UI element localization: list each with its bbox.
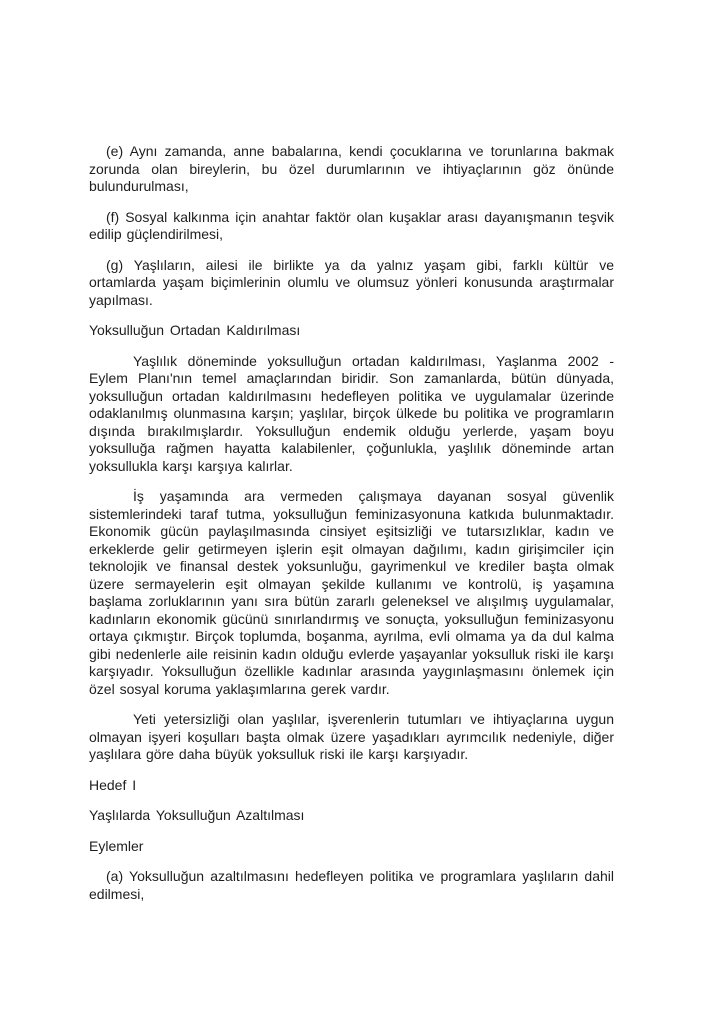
heading-eylemler: Eylemler (89, 837, 144, 854)
list-item-a: (a) Yoksulluğun azaltılmasını hedefleyen politika ve programlara yaşlıların dahil edilmesi, (89, 868, 614, 902)
list-item-f: (f) Sosyal kalkınma için anahtar faktör olan kuşaklar arası dayanışmanın teşvik edilip güçlendirilmesi, (89, 208, 614, 242)
list-item-e: (e) Aynı zamanda, anne babalarına, kendi çocuklarına ve torunlarına bakmak zorunda olan bireylerin, bu özel durumlarının ve ihtiyaçlarının göz önünde bulundurulması, (89, 143, 614, 194)
list-item-g: (g) Yaşlıların, ailesi ile birlikte ya da yalnız yaşam gibi, farklı kültür ve ortamlarda yaşam biçimlerinin olumlu ve olumsuz yönleri konusunda araştırmalar yapılması. (89, 256, 614, 308)
paragraph-poverty-overview: Yaşlılık döneminde yoksulluğun ortadan kaldırılması, Yaşlanma 2002 - Eylem Planı'nın temel amaçlarından biridir. Son zamanlarda, bütün dünyada, yoksulluğun ortadan kaldırılmasını hedefleyen politika ve uygulamalar üzerinde odaklanılmış olunmasına karşın; yaşlılar, birçok ülkede bu politika ve programların dışında bırakılmışlardır. Yoksulluğun endemik olduğu yerlerde, yaşam boyu yoksulluğa rağmen hayatta kalabilenler, çoğunlukla, yaşlılık döneminde artan yoksullukla karşı karşıya kalırlar. (89, 352, 614, 474)
paragraph-feminization-of-poverty: İş yaşamında ara vermeden çalışmaya dayanan sosyal güvenlik sistemlerindeki taraf tutma, yoksulluğun feminizasyonuna katkıda bulunmaktadır. Ekonomik gücün paylaşılmasında cinsiyet eşitsizliği ve tutarsızlıklar, kadın ve erkeklerde gelir getirmeyen işlerin eşit olmayan dağılımı, kadın girişimciler için teknolojik ve finansal destek yoksunluğu, gayrimenkul ve krediler başta olmak üzere sermayelerin eşit olmayan şekilde kullanımı ve kontrolü, iş yaşamına başlama zorluklarının yanı sıra bütün zararlı geleneksel ve alışılmış uygulamalar, kadınların ekonomik gücünü sınırlandırmış ve sonuçta, yoksulluğun feminizasyonu ortaya çıkmıştır. Birçok toplumda, boşanma, ayrılma, evli olmama ya da dul kalma gibi nedenlerle aile reisinin kadın olduğu evlerde yaşayanlar yoksulluk riski ile karşı karşıyadır. Yoksulluğun özellikle kadınlar arasında yaygınlaşmasını önlemek için özel sosyal koruma yaklaşımlarına gerek vardır. (89, 488, 614, 697)
paragraph-disability-poverty-risk: Yeti yetersizliği olan yaşlılar, işverenlerin tutumları ve ihtiyaçlarına uygun olmayan işyeri koşulları başta olmak üzere yaşadıkları ayrımcılık nedeniyle, diğer yaşlılara göre daha büyük yoksulluk riski ile karşı karşıyadır. (89, 711, 614, 762)
heading-target-title: Yaşlılarda Yoksulluğun Azaltılması (89, 807, 305, 823)
section-heading-poverty-eradication: Yoksulluğun Ortadan Kaldırılması (89, 322, 301, 338)
heading-hedef-i: Hedef I (89, 776, 137, 793)
